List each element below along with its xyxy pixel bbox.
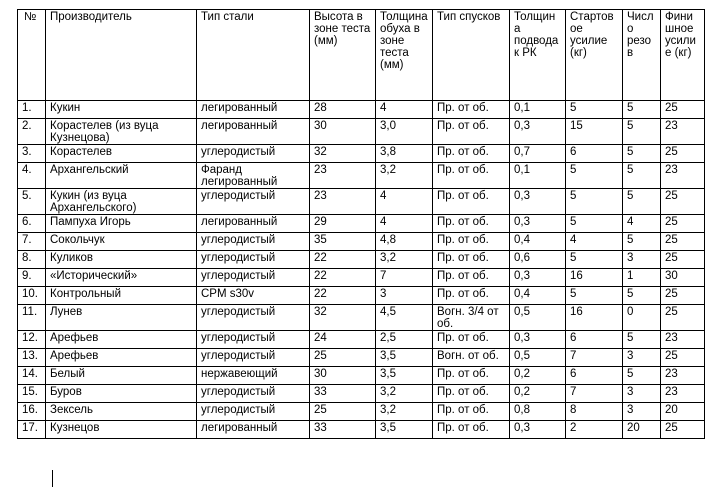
table-row <box>18 251 705 269</box>
header-steel-type: Тип стали <box>197 10 310 101</box>
cell-finish-force: 25 <box>661 251 705 269</box>
cell-finish-force: 23 <box>661 367 705 385</box>
cell-edge-thickness: 0,5 <box>510 305 566 331</box>
cell-edge-thickness: 0,4 <box>510 287 566 305</box>
cell-grind-type: Пр. от об. <box>433 367 510 385</box>
cell-start-force: 5 <box>566 251 623 269</box>
cell-grind-type: Пр. от об. <box>433 331 510 349</box>
cell-steel-type: углеродистый <box>197 145 310 163</box>
cell-edge-thickness: 0,2 <box>510 385 566 403</box>
cell-height: 32 <box>310 145 376 163</box>
cell-steel-type: легированный <box>197 119 310 145</box>
cell-edge-thickness: 0,3 <box>510 189 566 215</box>
cell-manufacturer: Корастелев <box>46 145 197 163</box>
header-spine-thickness: Толщина обуха в зоне теста (мм) <box>376 10 433 101</box>
cell-number: 15. <box>18 385 46 403</box>
cell-cut-count: 5 <box>623 233 661 251</box>
cell-grind-type: Пр. от об. <box>433 101 510 119</box>
cell-steel-type: легированный <box>197 101 310 119</box>
cell-manufacturer: Белый <box>46 367 197 385</box>
cell-start-force: 5 <box>566 163 623 189</box>
cell-edge-thickness: 0,1 <box>510 101 566 119</box>
cell-start-force: 6 <box>566 367 623 385</box>
cell-start-force: 16 <box>566 305 623 331</box>
cell-steel-type: легированный <box>197 215 310 233</box>
cell-finish-force: 23 <box>661 163 705 189</box>
cell-number: 5. <box>18 189 46 215</box>
header-row <box>18 10 705 101</box>
cell-height: 33 <box>310 385 376 403</box>
cell-grind-type: Пр. от об. <box>433 215 510 233</box>
cell-manufacturer: Корастелев (из вуца Кузнецова) <box>46 119 197 145</box>
cell-start-force: 6 <box>566 145 623 163</box>
cell-steel-type: углеродистый <box>197 305 310 331</box>
cell-manufacturer: Сокольчук <box>46 233 197 251</box>
cell-cut-count: 4 <box>623 215 661 233</box>
cell-manufacturer: Буров <box>46 385 197 403</box>
cell-number: 4. <box>18 163 46 189</box>
cell-spine-thickness: 3,2 <box>376 163 433 189</box>
cell-grind-type: Пр. от об. <box>433 269 510 287</box>
cell-start-force: 5 <box>566 189 623 215</box>
cell-spine-thickness: 4 <box>376 101 433 119</box>
table-row <box>18 367 705 385</box>
cell-edge-thickness: 0,1 <box>510 163 566 189</box>
cell-grind-type: Пр. от об. <box>433 189 510 215</box>
cell-height: 22 <box>310 269 376 287</box>
cell-start-force: 5 <box>566 101 623 119</box>
cell-height: 25 <box>310 403 376 421</box>
cell-number: 8. <box>18 251 46 269</box>
cell-grind-type: Пр. от об. <box>433 163 510 189</box>
cell-start-force: 7 <box>566 385 623 403</box>
table-row <box>18 287 705 305</box>
cell-cut-count: 5 <box>623 287 661 305</box>
cell-steel-type: легированный <box>197 421 310 439</box>
cell-number: 12. <box>18 331 46 349</box>
cell-steel-type: углеродистый <box>197 349 310 367</box>
cell-start-force: 8 <box>566 403 623 421</box>
cell-cut-count: 5 <box>623 145 661 163</box>
header-start-force: Стартовое усилие (кг) <box>566 10 623 101</box>
cell-manufacturer: Архангельский <box>46 163 197 189</box>
cell-spine-thickness: 7 <box>376 269 433 287</box>
cell-start-force: 4 <box>566 233 623 251</box>
cell-finish-force: 25 <box>661 287 705 305</box>
cell-height: 23 <box>310 189 376 215</box>
cell-edge-thickness: 0,5 <box>510 349 566 367</box>
cell-number: 17. <box>18 421 46 439</box>
cell-manufacturer: Зексель <box>46 403 197 421</box>
header-finish-force: Финишное усилие (кг) <box>661 10 705 101</box>
cell-finish-force: 25 <box>661 215 705 233</box>
table-row <box>18 421 705 439</box>
cell-edge-thickness: 0,3 <box>510 331 566 349</box>
cell-number: 16. <box>18 403 46 421</box>
cell-spine-thickness: 4,8 <box>376 233 433 251</box>
cell-height: 25 <box>310 349 376 367</box>
table-row <box>18 233 705 251</box>
table-row <box>18 145 705 163</box>
cell-spine-thickness: 3,2 <box>376 403 433 421</box>
cell-grind-type: Пр. от об. <box>433 145 510 163</box>
cell-grind-type: Пр. от об. <box>433 421 510 439</box>
cell-number: 3. <box>18 145 46 163</box>
cell-edge-thickness: 0,3 <box>510 215 566 233</box>
cell-start-force: 16 <box>566 269 623 287</box>
cell-manufacturer: Арефьев <box>46 331 197 349</box>
cell-manufacturer: «Исторический» <box>46 269 197 287</box>
cell-height: 35 <box>310 233 376 251</box>
table-row <box>18 269 705 287</box>
cell-spine-thickness: 3,5 <box>376 421 433 439</box>
cell-cut-count: 3 <box>623 385 661 403</box>
cell-spine-thickness: 3,2 <box>376 251 433 269</box>
cell-spine-thickness: 3,2 <box>376 385 433 403</box>
cell-finish-force: 25 <box>661 305 705 331</box>
cell-steel-type: углеродистый <box>197 251 310 269</box>
cell-height: 24 <box>310 331 376 349</box>
cell-height: 29 <box>310 215 376 233</box>
cell-edge-thickness: 0,3 <box>510 269 566 287</box>
cell-cut-count: 5 <box>623 367 661 385</box>
cell-cut-count: 1 <box>623 269 661 287</box>
cell-height: 23 <box>310 163 376 189</box>
cell-finish-force: 20 <box>661 403 705 421</box>
cell-finish-force: 23 <box>661 385 705 403</box>
cell-start-force: 6 <box>566 331 623 349</box>
cell-cut-count: 5 <box>623 331 661 349</box>
cell-grind-type: Пр. от об. <box>433 403 510 421</box>
cell-manufacturer: Кукин (из вуца Архангельского) <box>46 189 197 215</box>
cell-finish-force: 25 <box>661 233 705 251</box>
cell-edge-thickness: 0,4 <box>510 233 566 251</box>
cell-number: 7. <box>18 233 46 251</box>
cell-manufacturer: Контрольный <box>46 287 197 305</box>
cell-grind-type: Пр. от об. <box>433 385 510 403</box>
cell-cut-count: 0 <box>623 305 661 331</box>
cell-grind-type: Пр. от об. <box>433 251 510 269</box>
text-cursor <box>52 470 53 487</box>
table-row <box>18 119 705 145</box>
cell-cut-count: 5 <box>623 163 661 189</box>
cell-steel-type: углеродистый <box>197 189 310 215</box>
cell-start-force: 15 <box>566 119 623 145</box>
cell-finish-force: 25 <box>661 421 705 439</box>
cell-edge-thickness: 0,3 <box>510 119 566 145</box>
cell-spine-thickness: 4,5 <box>376 305 433 331</box>
cell-spine-thickness: 3 <box>376 287 433 305</box>
cell-spine-thickness: 3,0 <box>376 119 433 145</box>
cell-finish-force: 30 <box>661 269 705 287</box>
cell-number: 6. <box>18 215 46 233</box>
cell-steel-type: углеродистый <box>197 403 310 421</box>
cell-height: 22 <box>310 251 376 269</box>
cell-steel-type: CPM s30v <box>197 287 310 305</box>
cell-cut-count: 5 <box>623 101 661 119</box>
cell-spine-thickness: 3,5 <box>376 349 433 367</box>
table-row <box>18 101 705 119</box>
header-grind-type: Тип спусков <box>433 10 510 101</box>
cell-manufacturer: Пампуха Игорь <box>46 215 197 233</box>
cell-finish-force: 23 <box>661 119 705 145</box>
cell-edge-thickness: 0,3 <box>510 421 566 439</box>
table-body <box>18 101 705 439</box>
cell-number: 2. <box>18 119 46 145</box>
cell-number: 14. <box>18 367 46 385</box>
table-row <box>18 331 705 349</box>
cell-finish-force: 25 <box>661 101 705 119</box>
cell-edge-thickness: 0,2 <box>510 367 566 385</box>
cell-start-force: 7 <box>566 349 623 367</box>
cell-start-force: 5 <box>566 215 623 233</box>
cell-steel-type: углеродистый <box>197 331 310 349</box>
header-manufacturer: Производитель <box>46 10 197 101</box>
cell-cut-count: 3 <box>623 251 661 269</box>
cell-finish-force: 23 <box>661 331 705 349</box>
table-row <box>18 349 705 367</box>
cell-finish-force: 25 <box>661 349 705 367</box>
table-row <box>18 385 705 403</box>
cell-grind-type: Пр. от об. <box>433 233 510 251</box>
cell-edge-thickness: 0,7 <box>510 145 566 163</box>
header-number: № <box>18 10 46 101</box>
cell-finish-force: 25 <box>661 145 705 163</box>
header-edge-thickness: Толщина подвода к РК <box>510 10 566 101</box>
cell-finish-force: 25 <box>661 189 705 215</box>
cell-steel-type: Фаранд легированный <box>197 163 310 189</box>
cell-cut-count: 5 <box>623 119 661 145</box>
cell-height: 30 <box>310 367 376 385</box>
cell-height: 28 <box>310 101 376 119</box>
cell-steel-type: углеродистый <box>197 233 310 251</box>
cell-edge-thickness: 0,6 <box>510 251 566 269</box>
cell-spine-thickness: 4 <box>376 189 433 215</box>
cell-number: 1. <box>18 101 46 119</box>
table-row <box>18 189 705 215</box>
cell-cut-count: 3 <box>623 349 661 367</box>
cell-grind-type: Вогн. 3/4 от об. <box>433 305 510 331</box>
header-height: Высота в зоне теста (мм) <box>310 10 376 101</box>
cell-number: 11. <box>18 305 46 331</box>
cell-spine-thickness: 3,5 <box>376 367 433 385</box>
cell-start-force: 5 <box>566 287 623 305</box>
cell-cut-count: 20 <box>623 421 661 439</box>
cell-manufacturer: Кузнецов <box>46 421 197 439</box>
cell-height: 30 <box>310 119 376 145</box>
cell-grind-type: Вогн. от об. <box>433 349 510 367</box>
header-cut-count: Число резов <box>623 10 661 101</box>
cell-steel-type: углеродистый <box>197 385 310 403</box>
table-row <box>18 305 705 331</box>
cell-cut-count: 3 <box>623 403 661 421</box>
cell-height: 22 <box>310 287 376 305</box>
table-row <box>18 403 705 421</box>
cell-manufacturer: Куликов <box>46 251 197 269</box>
cell-grind-type: Пр. от об. <box>433 119 510 145</box>
table-row <box>18 215 705 233</box>
cell-edge-thickness: 0,8 <box>510 403 566 421</box>
cell-spine-thickness: 3,8 <box>376 145 433 163</box>
cell-manufacturer: Лунев <box>46 305 197 331</box>
cell-steel-type: углеродистый <box>197 269 310 287</box>
cell-number: 9. <box>18 269 46 287</box>
knife-test-table <box>17 9 705 439</box>
cell-height: 33 <box>310 421 376 439</box>
cell-grind-type: Пр. от об. <box>433 287 510 305</box>
table-row <box>18 163 705 189</box>
cell-height: 32 <box>310 305 376 331</box>
cell-manufacturer: Кукин <box>46 101 197 119</box>
cell-spine-thickness: 2,5 <box>376 331 433 349</box>
cell-steel-type: нержавеющий <box>197 367 310 385</box>
cell-start-force: 2 <box>566 421 623 439</box>
cell-number: 10. <box>18 287 46 305</box>
cell-manufacturer: Арефьев <box>46 349 197 367</box>
cell-number: 13. <box>18 349 46 367</box>
cell-cut-count: 5 <box>623 189 661 215</box>
cell-spine-thickness: 4 <box>376 215 433 233</box>
